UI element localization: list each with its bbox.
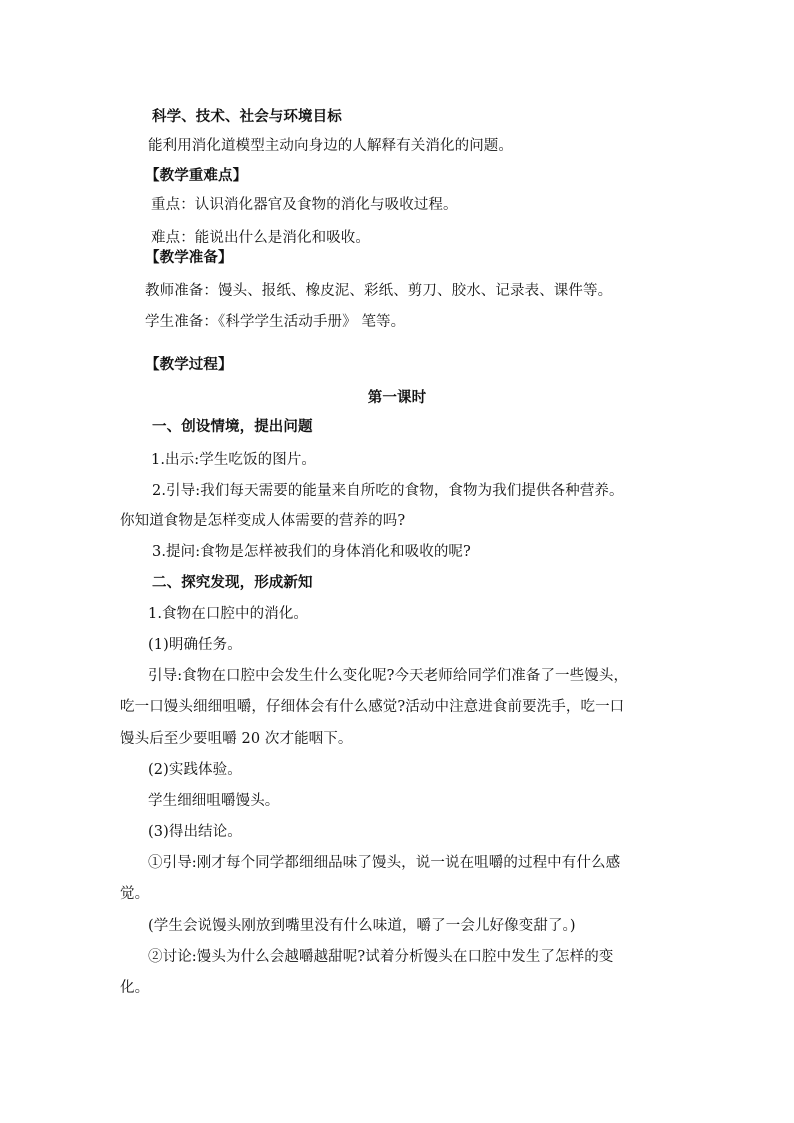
key-points-heading: 【教学重难点】 — [145, 167, 248, 184]
process-heading: 【教学过程】 — [145, 356, 233, 373]
sts-objective-text: 能利用消化道模型主动向身边的人解释有关消化的问题。 — [148, 138, 513, 154]
part2-guide-line2: 吃一口馒头细细咀嚼，仔细体会有什么感觉?活动中注意进食前要洗手，吃一口 — [120, 699, 625, 715]
part2-step3: (3)得出结论。 — [148, 824, 242, 840]
sts-objective-heading: 科学、技术、社会与环境目标 — [152, 108, 342, 125]
part2-conclusion1-line2: 觉。 — [120, 886, 150, 902]
part2-step2: (2)实践体验。 — [148, 762, 242, 778]
part2-practice: 学生细细咀嚼馒头。 — [148, 793, 280, 809]
part2-conclusion1-answer: (学生会说馒头刚放到嘴里没有什么味道，嚼了一会儿好像变甜了。) — [148, 918, 576, 934]
part2-step1: (1)明确任务。 — [148, 637, 242, 653]
part1-item2-line2: 你知道食物是怎样变成人体需要的营养的吗? — [120, 513, 406, 529]
part2-conclusion1-line1: ①引导:刚才每个同学都细细品味了馒头，说一说在咀嚼的过程中有什么感 — [148, 855, 621, 871]
part2-guide-line1: 引导:食物在口腔中会发生什么变化呢?今天老师给同学们准备了一些馒头， — [148, 668, 629, 684]
student-preparation-text: 学生准备：《科学学生活动手册》 笔等。 — [145, 314, 406, 330]
part2-conclusion2-line2: 化。 — [120, 980, 150, 996]
lesson-title: 第一课时 — [367, 389, 427, 406]
part1-item2-line1: 2.引导:我们每天需要的能量来自所吃的食物，食物为我们提供各种营养。 — [152, 483, 624, 499]
part2-heading: 二、探究发现，形成新知 — [152, 574, 313, 591]
part2-conclusion2-line1: ②讨论:馒头为什么会越嚼越甜呢?试着分析馒头在口腔中发生了怎样的变 — [148, 949, 614, 965]
part2-guide-line3: 馒头后至少要咀嚼 20 次才能咽下。 — [120, 731, 353, 747]
key-point-text: 重点：认识消化器官及食物的消化与吸收过程。 — [151, 197, 458, 213]
teacher-preparation-text: 教师准备：馒头、报纸、橡皮泥、彩纸、剪刀、胶水、记录表、课件等。 — [145, 283, 613, 299]
part1-item1: 1.出示:学生吃饭的图片。 — [151, 452, 317, 468]
difficult-point-text: 难点：能说出什么是消化和吸收。 — [151, 230, 370, 246]
part1-heading: 一、创设情境，提出问题 — [152, 418, 313, 435]
part2-item1: 1.食物在口腔中的消化。 — [148, 606, 309, 622]
preparation-heading: 【教学准备】 — [145, 249, 233, 266]
part1-item3: 3.提问:食物是怎样被我们的身体消化和吸收的呢? — [152, 544, 471, 560]
